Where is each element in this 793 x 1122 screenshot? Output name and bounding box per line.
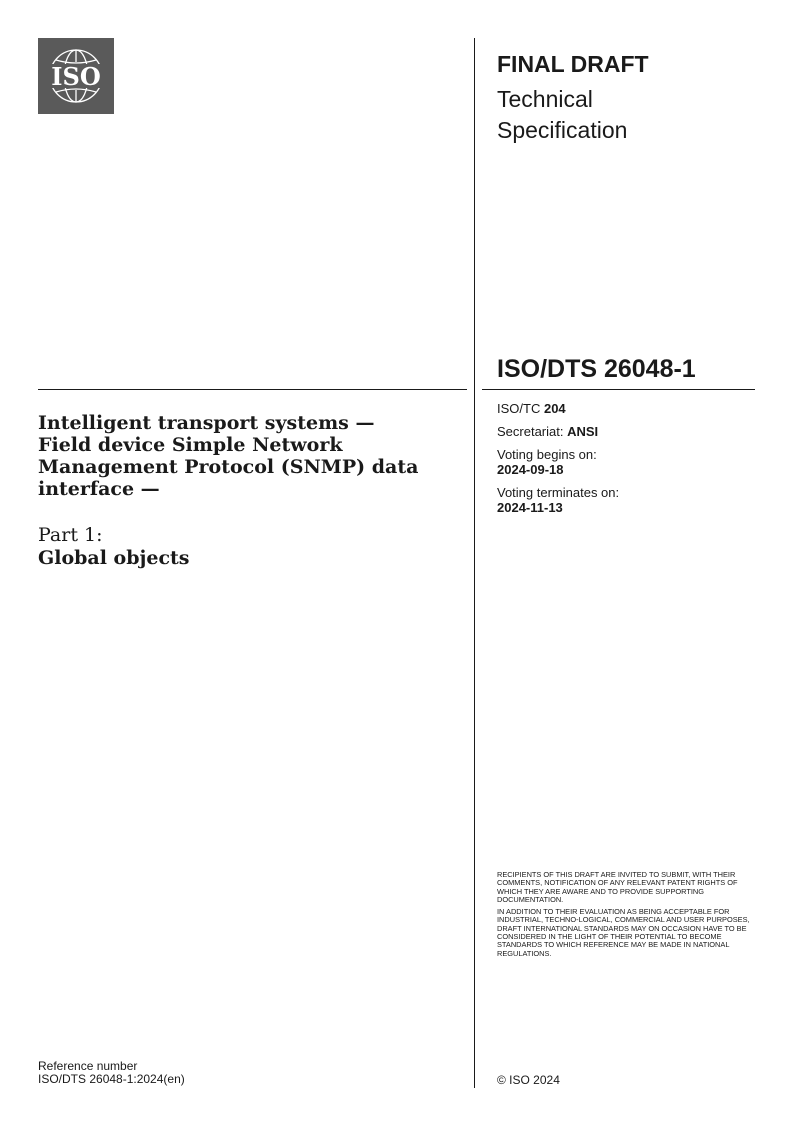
voting-begins-value: 2024-09-18: [497, 462, 564, 477]
final-draft-label: FINAL DRAFT: [497, 51, 649, 77]
part-title: Global objects: [38, 547, 190, 569]
committee-label: ISO/TC: [497, 401, 541, 416]
doc-type-line-2: Specification: [497, 117, 628, 143]
voting-begins-row: [497, 447, 757, 477]
document-number: ISO/DTS 26048-1: [497, 355, 696, 383]
reference-value: ISO/DTS 26048-1:2024(en): [38, 1072, 185, 1086]
notice-paragraph: IN ADDITION TO THEIR EVALUATION AS BEING ACCEPTABLE FOR INDUSTRIAL, TECHNO-LOGICAL, COMMERCIAL AND USER PURPOSES, DRAFT INTERNATIONAL STANDARDS MAY ON OCCASION HAVE TO BE CONSIDERED IN THE LIGHT OF THEIR POTENTIAL TO BECOME STANDARDS TO WHICH REFERENCE MAY BE MADE IN NATIONAL REGULATIONS.: [497, 907, 750, 958]
draft-notice: [497, 871, 757, 962]
part-label: Part 1:: [38, 524, 103, 546]
voting-ends-value: 2024-11-13: [497, 500, 563, 515]
doc-type-line-1: Technical: [497, 86, 593, 112]
vertical-divider: [474, 38, 475, 1088]
copyright: © ISO 2024: [497, 1073, 560, 1087]
logo-text: ISO: [51, 62, 101, 91]
notice-paragraph: RECIPIENTS OF THIS DRAFT ARE INVITED TO SUBMIT, WITH THEIR COMMENTS, NOTIFICATION OF ANY RELEVANT PATENT RIGHTS OF WHICH THEY ARE AWARE AND TO PROVIDE SUPPORTING DOCUMENTATION.: [497, 870, 738, 904]
secretariat-label: Secretariat:: [497, 424, 564, 439]
reference-label: Reference number: [38, 1059, 138, 1073]
main-title-line: interface —: [38, 478, 160, 500]
secretariat-value: ANSI: [567, 424, 599, 439]
voting-ends-row: [497, 485, 757, 515]
document-stage-block: [497, 50, 767, 146]
main-title: [38, 412, 458, 500]
meta-info: [497, 401, 757, 523]
iso-logo: [38, 38, 114, 114]
voting-ends-label: Voting terminates on:: [497, 485, 620, 500]
committee-value: 204: [543, 401, 566, 416]
committee-row: [497, 401, 757, 416]
horizontal-rule-left: [38, 389, 467, 390]
secretariat-row: [497, 424, 757, 439]
main-title-line: Intelligent transport systems —: [38, 412, 375, 434]
globe-icon: [38, 38, 114, 114]
reference-number: [38, 1060, 185, 1086]
main-title-line: Management Protocol (SNMP) data: [38, 456, 419, 478]
voting-begins-label: Voting begins on:: [497, 447, 597, 462]
horizontal-rule-right: [482, 389, 755, 390]
main-title-line: Field device Simple Network: [38, 434, 343, 456]
